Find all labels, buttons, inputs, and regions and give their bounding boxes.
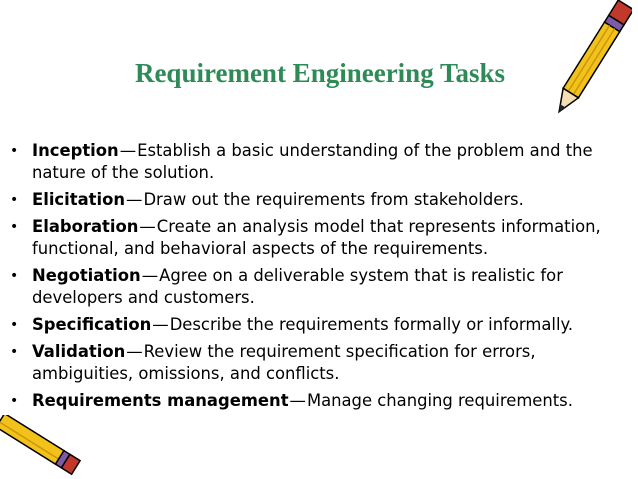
dash: — bbox=[119, 141, 137, 160]
list-item bbox=[10, 189, 630, 211]
bullet-icon: • bbox=[10, 344, 19, 360]
task-description: Agree on a deliverable system that is realistic for developers and customers. bbox=[32, 266, 563, 307]
task-description: Review the requirement specification for errors, ambiguities, omissions, and conflicts. bbox=[32, 342, 536, 383]
task-description: Create an analysis model that represents information, functional, and behavioral aspects of the requirements. bbox=[32, 217, 601, 258]
bullet-icon: • bbox=[10, 219, 19, 235]
task-description: Establish a basic understanding of the problem and the nature of the solution. bbox=[32, 141, 593, 182]
task-term: Elaboration bbox=[32, 217, 139, 236]
dash: — bbox=[152, 315, 169, 334]
task-term: Negotiation bbox=[32, 266, 141, 285]
bullet-icon: • bbox=[10, 393, 19, 409]
task-list bbox=[10, 140, 630, 417]
pencil-icon bbox=[0, 415, 90, 479]
bullet-icon: • bbox=[10, 268, 19, 284]
list-item bbox=[10, 314, 630, 336]
task-term: Inception bbox=[32, 141, 119, 160]
bullet-icon: • bbox=[10, 143, 19, 159]
dash: — bbox=[126, 190, 143, 209]
list-item bbox=[10, 216, 630, 260]
task-description: Describe the requirements formally or informally. bbox=[169, 315, 574, 334]
task-term: Requirements management bbox=[32, 391, 289, 410]
list-item bbox=[10, 140, 630, 184]
task-description: Manage changing requirements. bbox=[306, 391, 573, 410]
dash: — bbox=[126, 342, 143, 361]
bullet-icon: • bbox=[10, 317, 19, 333]
dash: — bbox=[289, 391, 306, 410]
bullet-icon: • bbox=[10, 192, 19, 208]
task-description: Draw out the requirements from stakeholders. bbox=[143, 190, 524, 209]
list-item bbox=[10, 265, 630, 309]
task-term: Specification bbox=[32, 315, 152, 334]
page-title: Requirement Engineering Tasks bbox=[134, 58, 506, 88]
list-item bbox=[10, 341, 630, 385]
task-term: Elicitation bbox=[32, 190, 126, 209]
dash: — bbox=[141, 266, 159, 285]
dash: — bbox=[139, 217, 156, 236]
list-item bbox=[10, 390, 630, 412]
task-term: Validation bbox=[32, 342, 126, 361]
